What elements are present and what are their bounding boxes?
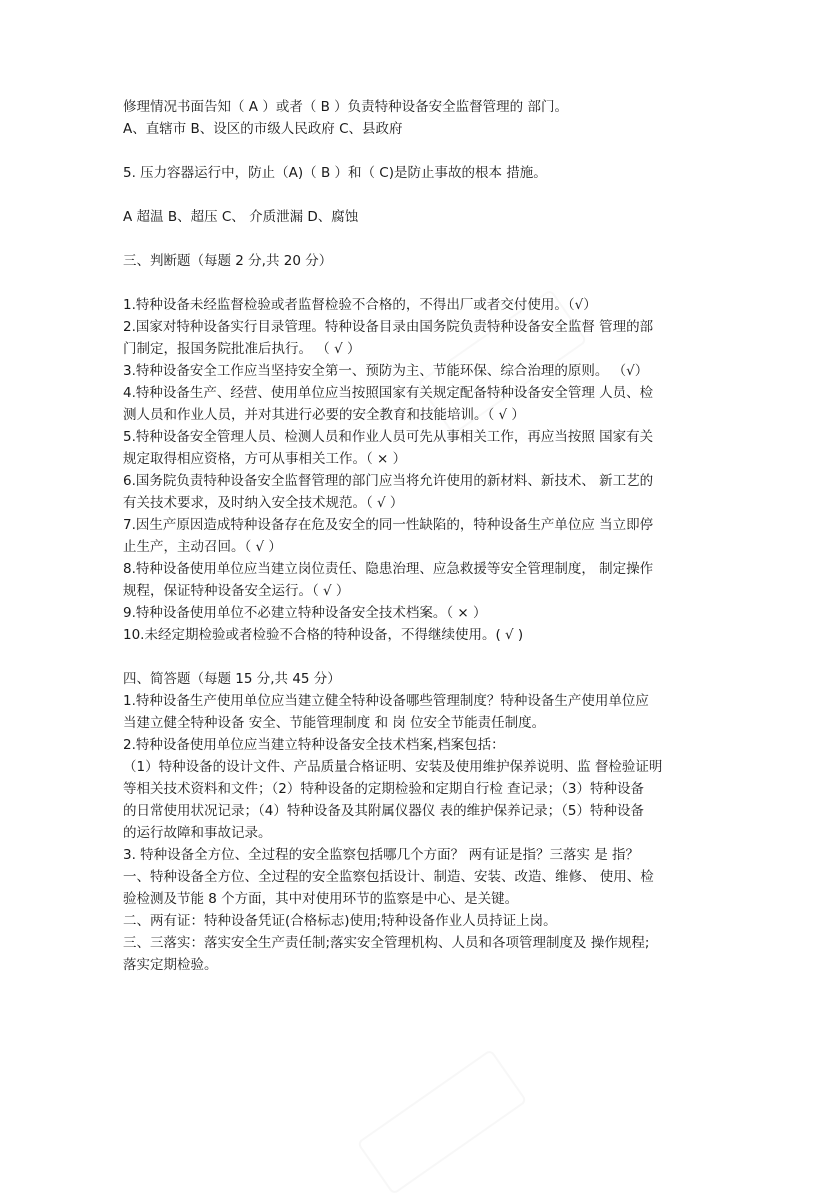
text-line: 验检测及节能 8 个方面，其中对使用环节的监察是中心、是关键。 — [123, 891, 519, 907]
text-line: 5.特种设备安全管理人员、检测人员和作业人员可先从事相关工作，再应当按照 国家有关 — [123, 429, 654, 445]
text-line: 1.特种设备未经监督检验或者监督检验不合格的，不得出厂或者交付使用。（√） — [123, 297, 597, 313]
text-line: 1.特种设备生产使用单位应当建立健全特种设备哪些管理制度？特种设备生产使用单位应 — [123, 693, 649, 709]
text-line: 4.特种设备生产、经营、使用单位应当按照国家有关规定配备特种设备安全管理 人员、检 — [123, 385, 654, 401]
text-line: 二、两有证：特种设备凭证(合格标志)使用;特种设备作业人员持证上岗。 — [123, 913, 557, 929]
text-line: 10.未经定期检验或者检验不合格的特种设备，不得继续使用。( √ ) — [123, 627, 524, 643]
text-line: 的运行故障和事故记录。 — [123, 825, 272, 841]
text-line: 8.特种设备使用单位应当建立岗位责任、隐患治理、应急救援等安全管理制度， 制定操作 — [123, 561, 654, 577]
text-line: A、直辖市 B、设区的市级人民政府 C、县政府 — [123, 121, 403, 137]
text-line: 三、三落实：落实安全生产责任制;落实安全管理机构、人员和各项管理制度及 操作规程; — [123, 935, 650, 951]
text-line: 的日常使用状况记录；（4）特种设备及其附属仪器仪 表的维护保养记录；（5）特种设备 — [123, 803, 644, 819]
text-line: 2.特种设备使用单位应当建立特种设备安全技术档案,档案包括： — [123, 737, 505, 753]
question-heading: 5. 压力容器运行中，防止（A)（ B ）和（ C)是防止事故的根本 措施。 — [123, 165, 547, 181]
text-line: 规定取得相应资格，方可从事相关工作。（ × ） — [123, 451, 407, 467]
text-line: 6.国务院负责特种设备安全监督管理的部门应当将允许使用的新材料、新技术、 新工艺的 — [123, 473, 654, 489]
text-line: 3. 特种设备全方位、全过程的安全监察包括哪几个方面？ 两有证是指？三落实 是 指？ — [123, 847, 640, 863]
text-line: 3.特种设备安全工作应当坚持安全第一、预防为主、节能环保、综合治理的原则。 （√） — [123, 363, 649, 379]
text-line: 等相关技术资料和文件；（2）特种设备的定期检验和定期自行检 查记录；（3）特种设备 — [123, 781, 644, 797]
text-line: （1）特种设备的设计文件、产品质量合格证明、安装及使用维护保养说明、监 督检验证明 — [123, 759, 663, 775]
text-line: 落实定期检验。 — [123, 957, 218, 973]
section-heading: 三、判断题（每题 2 分,共 20 分） — [123, 253, 333, 269]
text-line: 7.因生产原因造成特种设备存在危及安全的同一性缺陷的，特种设备生产单位应 当立即停 — [123, 517, 654, 533]
document-body — [123, 96, 713, 976]
text-line: 规程，保证特种设备安全运行。（ √ ） — [123, 583, 350, 599]
text-line: 2.国家对特种设备实行目录管理。特种设备目录由国务院负责特种设备安全监督 管理的部 — [123, 319, 654, 335]
text-line: 当建立健全特种设备 安全、节能管理制度 和 岗 位安全节能责任制度。 — [123, 715, 546, 731]
text-line: A 超温 B、超压 C、 介质泄漏 D、腐蚀 — [123, 209, 359, 225]
text-line: 9.特种设备使用单位不必建立特种设备安全技术档案。（ × ） — [123, 605, 487, 621]
text-line: 修理情况书面告知（ A ）或者（ B ）负责特种设备安全监督管理的 部门。 — [123, 99, 568, 115]
text-line: 有关技术要求，及时纳入安全技术规范。（ √ ） — [123, 495, 404, 511]
section-heading: 四、简答题（每题 15 分,共 45 分） — [123, 671, 341, 687]
text-line: 一、特种设备全方位、全过程的安全监察包括设计、制造、安装、改造、维修、 使用、检 — [123, 869, 654, 885]
watermark-mark — [356, 1049, 527, 1195]
text-line: 止生产，主动召回。（ √ ） — [123, 539, 282, 555]
text-line: 门制定，报国务院批准后执行。 （ √ ） — [123, 341, 361, 357]
text-line: 测人员和作业人员，并对其进行必要的安全教育和技能培训。（ √ ） — [123, 407, 525, 423]
